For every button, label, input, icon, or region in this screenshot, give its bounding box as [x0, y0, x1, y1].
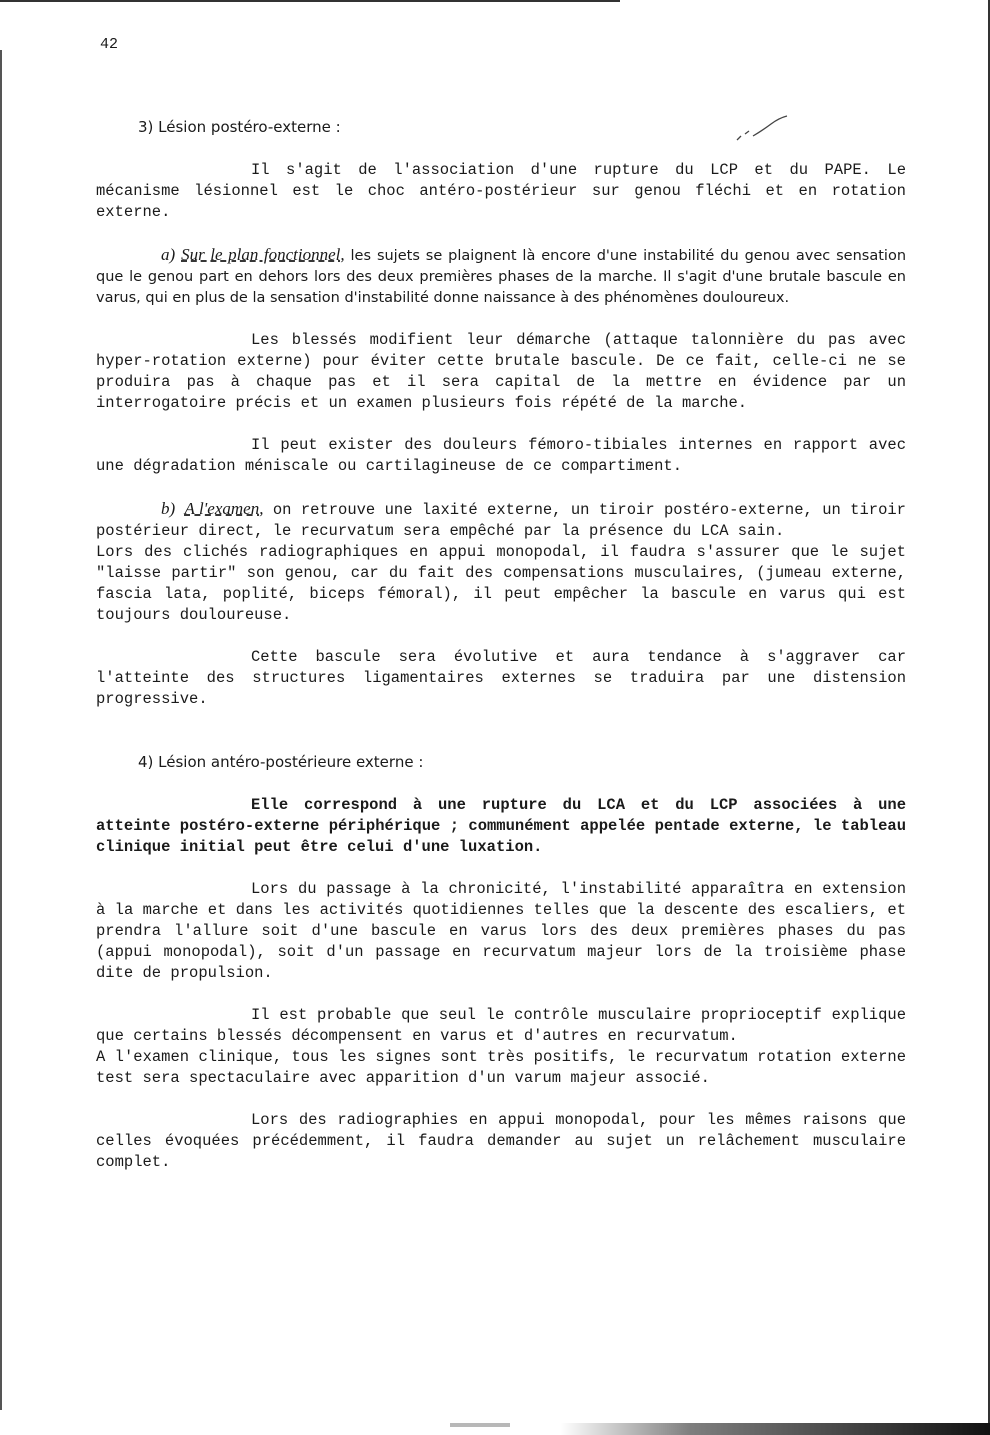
item-a-title: Sur le plan fonctionnel,: [181, 245, 345, 264]
section-3-paragraph-3: Les blessés modifient leur démarche (attaque talonnière du pas avec hyper-rotation externe) pour éviter cette brutale bascule. De ce fait, celle-ci ne se produira pas à chaque pas et il sera capital de la mettre en évidence par un interrogatoire précis et un examen plusieurs fois répété de la marche.: [96, 331, 906, 412]
item-b-title: A l'examen,: [184, 499, 264, 518]
section-3-paragraph-1: Il s'agit de l'association d'une rupture du LCP et du PAPE. Le mécanisme lésionnel est le choc antéro-postérieur sur genou fléchi et en rotation externe.: [96, 161, 906, 221]
document-body: [96, 117, 906, 1194]
scan-edge-top: [0, 0, 620, 2]
item-b-text: on retrouve une laxité externe, un tiroir postéro-externe, un tiroir postérieur direct, le recurvatum sera empêché par la présence du LCA sain.: [96, 501, 906, 540]
section-3-paragraph-b: [96, 498, 906, 542]
section-3-paragraph-6: Lors des clichés radiographiques en appui monopodal, il faudra s'assurer que le sujet "laisse partir" son genou, car du fait des compensations musculaires, (jumeau externe, fascia lata, poplité, biceps fémoral), il peut empêcher la bascule en varus qui est toujours douloureuse.: [96, 543, 906, 624]
scan-smudge: [450, 1423, 510, 1427]
item-a-label: a): [161, 245, 176, 264]
item-b-label: b): [161, 499, 176, 518]
section-3-paragraph-4: Il peut exister des douleurs fémoro-tibiales internes en rapport avec une dégradation méniscale ou cartilagineuse de ce compartiment.: [96, 436, 906, 475]
section-4-paragraph-5: Lors des radiographies en appui monopodal, pour les mêmes raisons que celles évoquées précédemment, il faudra demander au sujet un relâchement musculaire complet.: [96, 1111, 906, 1171]
section-3-heading: 3) Lésion postéro-externe :: [138, 118, 341, 136]
item-a-text: les sujets se plaignent là encore d'une instabilité du genou avec sensation que le genou part en dehors lors des deux premières phases de la marche. Il s'agit d'une brutale bascule en varus, qui en plus de la sensation d'instabilité donne naissance à des phénomènes douloureux.: [96, 248, 907, 306]
section-4-paragraph-3: Il est probable que seul le contrôle musculaire proprioceptif explique que certains blessés décompensent en varus et d'autres en recurvatum.: [96, 1006, 906, 1045]
scan-edge-bottom: [560, 1423, 990, 1435]
scan-edge-left: [0, 50, 2, 1410]
page-number: 42: [100, 36, 119, 53]
section-4-heading: 4) Lésion antéro-postérieure externe :: [138, 753, 424, 771]
section-3-paragraph-7: Cette bascule sera évolutive et aura tendance à s'aggraver car l'atteinte des structures ligamentaires externes se traduira par une distension progressive.: [96, 648, 906, 708]
section-4-paragraph-4: A l'examen clinique, tous les signes sont très positifs, le recurvatum rotation externe test sera spectaculaire avec apparition d'un varum majeur associé.: [96, 1048, 906, 1087]
section-4-paragraph-1: Elle correspond à une rupture du LCA et du LCP associées à une atteinte postéro-externe périphérique ; communément appelée pentade externe, le tableau clinique initial peut être celui d'une luxation.: [96, 796, 906, 856]
section-3-paragraph-a: [96, 244, 906, 309]
section-4-paragraph-2: Lors du passage à la chronicité, l'instabilité apparaîtra en extension à la marche et dans les activités quotidiennes telles que la descente des escaliers, et prendra l'allure soit d'une bascule en varus lors des deux premières phases du pas (appui monopodal), soit d'un passage en recurvatum majeur lors de la troisième phase dite de propulsion.: [96, 880, 906, 982]
